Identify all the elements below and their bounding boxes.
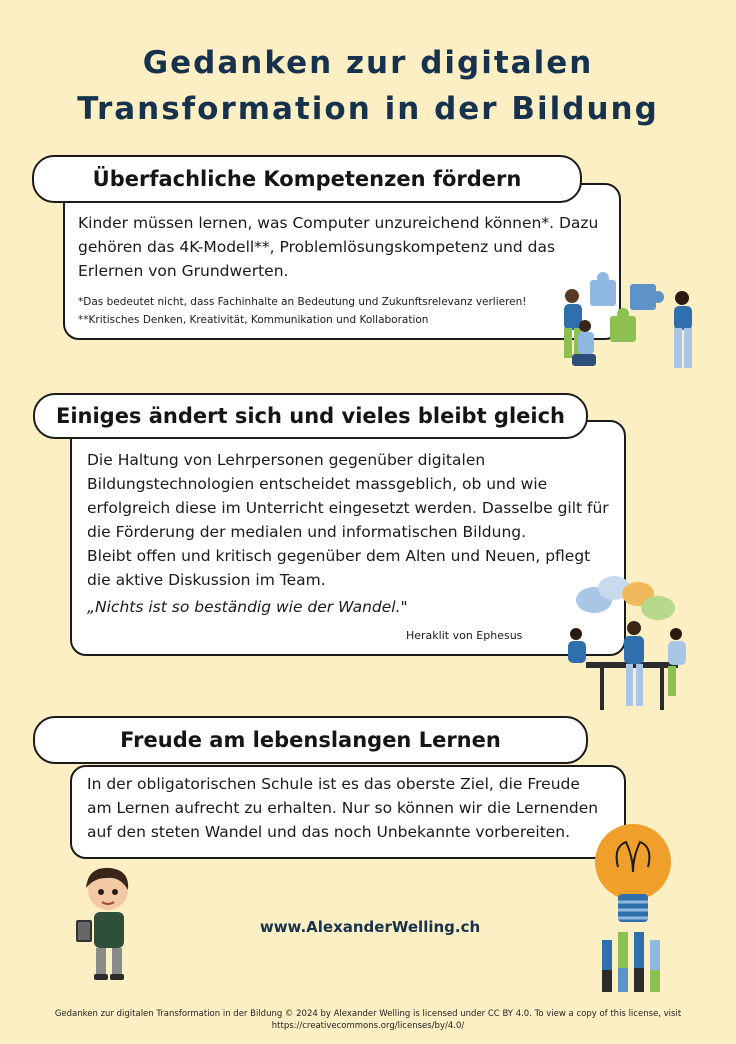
lightbulb-team-illustration [588, 812, 678, 997]
section-2-body-line: Bildungstechnologien entscheidet massgeblich, ob und wie [87, 475, 548, 493]
footnote-1: *Das bedeutet nicht, dass Fachinhalte an Bedeutung und Zukunftsrelevanz verlieren! [78, 296, 527, 308]
section-1-footnotes [78, 293, 578, 329]
section-3-body-line: am Lernen aufrecht zu erhalten. Nur so können wir die Lernenden [87, 799, 599, 817]
section-1-body-line: Erlernen von Grundwerten. [78, 262, 289, 280]
license-line-2: https://creativecommons.org/licenses/by/4.0/ [271, 1021, 465, 1031]
section-2-body-line: Die Haltung von Lehrpersonen gegenüber digitalen [87, 451, 486, 469]
section-2-heading: Einiges ändert sich und vieles bleibt gleich [33, 393, 588, 439]
section-1-body-line: Kinder müssen lernen, was Computer unzureichend können*. Dazu [78, 214, 599, 232]
page-title [0, 40, 736, 132]
teacher-character-illustration [70, 862, 140, 982]
section-2-body [87, 448, 622, 592]
section-3-body [87, 772, 622, 844]
section-2-body-line: Bleibt offen und kritisch gegenüber dem Alten und Neuen, pflegt [87, 547, 591, 565]
website-link[interactable]: www.AlexanderWelling.ch [259, 918, 481, 936]
section-1-body-line: gehören das 4K-Modell**, Problemlösungskompetenz und das [78, 238, 556, 256]
title-line-2: Transformation in der Bildung [77, 91, 659, 127]
footnote-2: **Kritisches Denken, Kreativität, Kommunikation und Kollaboration [78, 314, 429, 326]
section-2-body-line: die Förderung der medialen und informatischen Bildung. [87, 523, 527, 541]
section-2-body-line: die aktive Diskussion im Team. [87, 571, 326, 589]
discussion-team-illustration [556, 574, 706, 714]
section-1-body [78, 211, 618, 283]
quote-text: „Nichts ist so beständig wie der Wandel." [87, 598, 408, 616]
license-line-1: Gedanken zur digitalen Transformation in der Bildung © 2024 by Alexander Welling is licensed under CC BY 4.0. To view a copy of this license, visit [54, 1009, 682, 1019]
title-line-1: Gedanken zur digitalen [142, 45, 594, 81]
section-3-body-line: In der obligatorischen Schule ist es das oberste Ziel, die Freude [87, 775, 580, 793]
license-text [30, 1008, 706, 1032]
section-2-body-line: erfolgreich diese im Unterricht eingesetzt werden. Dasselbe gilt für [87, 499, 609, 517]
section-3-heading: Freude am lebenslangen Lernen [33, 716, 588, 764]
puzzle-team-illustration [550, 272, 710, 387]
quote-author: Heraklit von Ephesus [406, 629, 523, 642]
section-1-heading: Überfachliche Kompetenzen fördern [32, 155, 582, 203]
section-3-body-line: auf den steten Wandel und das noch Unbekannte vorbereiten. [87, 823, 571, 841]
